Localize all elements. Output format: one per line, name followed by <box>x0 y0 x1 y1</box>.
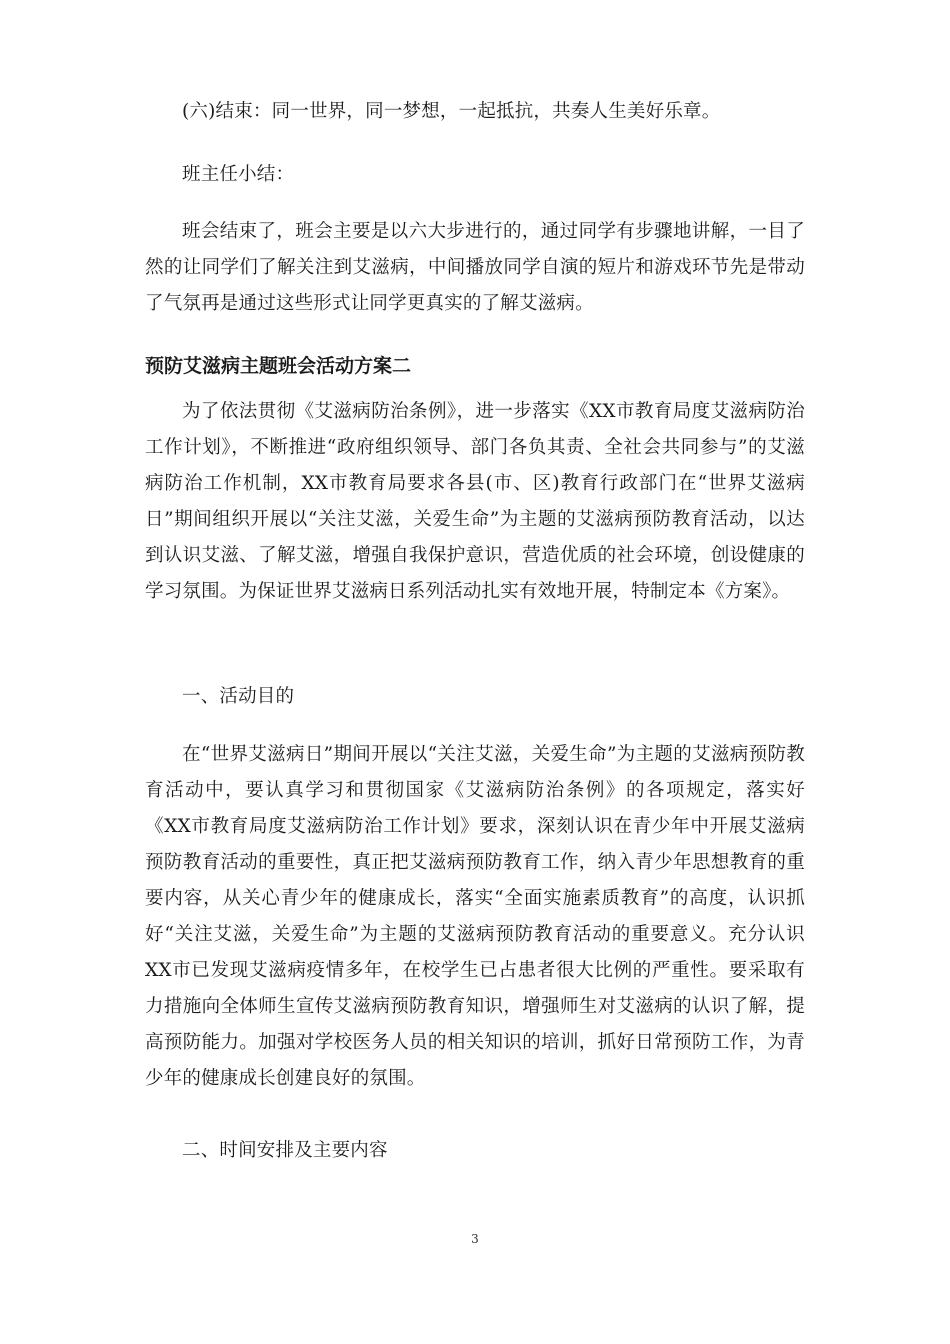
schedule-heading: 二、时间安排及主要内容 <box>182 1140 388 1161</box>
intro-paragraph: 为了依法贯彻《艾滋病防治条例》，进一步落实《XX市教育局度艾滋病防治工作计划》，不断推进“政府组织领导、部门各负其责、全社会共同参与”的艾滋病防治工作机制，XX市教育局要求各县(市、区)教育行政部门在“世界艾滋病日”期间组织开展以“关注艾滋，关爱生命”为主题的艾滋病预防教育活动，以达到认识艾滋、了解艾滋，增强自我保护意识，营造优质的社会环境，创设健康的学习氛围。为保证世界艾滋病日系列活动扎实有效地开展，特制定本《方案》。 <box>145 401 805 602</box>
section-heading: 预防艾滋病主题班会活动方案二 <box>145 355 412 377</box>
page-number: 3 <box>471 1232 479 1246</box>
teacher-summary-paragraph: 班会结束了，班会主要是以六大步进行的，通过同学有步骤地讲解，一目了然的让同学们了解关注到艾滋病，中间播放同学自演的短片和游戏环节先是带动了气氛再是通过这些形式让同学更真实的了解艾滋病。 <box>145 221 805 314</box>
objective-heading: 一、活动目的 <box>182 686 295 707</box>
objective-paragraph: 在“世界艾滋病日”期间开展以“关注艾滋，关爱生命”为主题的艾滋病预防教育活动中，要认真学习和贯彻国家《艾滋病防治条例》的各项规定，落实好《XX市教育局度艾滋病防治工作计划》要求，深刻认识在青少年中开展艾滋病预防教育活动的重要性，真正把艾滋病预防教育工作，纳入青少年思想教育的重要内容，从关心青少年的健康成长，落实“全面实施素质教育”的高度，认识抓好“关注艾滋，关爱生命”为主题的艾滋病预防教育活动的重要意义。充分认识XX市已发现艾滋病疫情多年，在校学生已占患者很大比例的严重性。要采取有力措施向全体师生宣传艾滋病预防教育知识，增强师生对艾滋病的认识了解，提高预防能力。加强对学校医务人员的相关知识的培训，抓好日常预防工作，为青少年的健康成长创建良好的氛围。 <box>145 744 805 1089</box>
teacher-summary-label: 班主任小结： <box>182 164 295 185</box>
closing-step-paragraph: (六)结束：同一世界，同一梦想，一起抵抗，共奏人生美好乐章。 <box>182 101 721 122</box>
